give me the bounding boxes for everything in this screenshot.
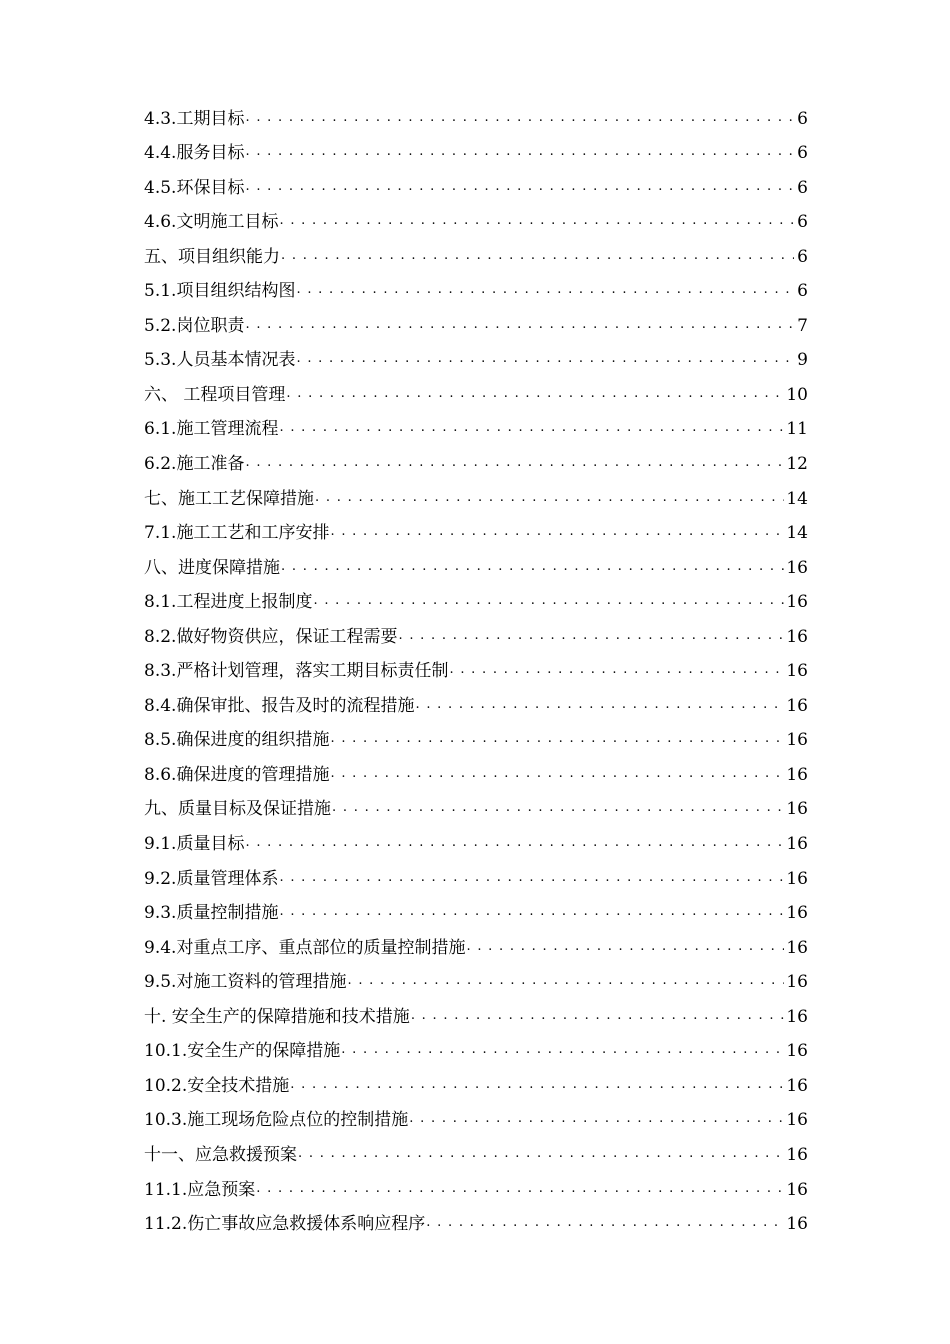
toc-dot-leader (347, 971, 784, 993)
toc-entry-page-number: 16 (786, 730, 808, 751)
toc-entry[interactable] (144, 820, 808, 855)
toc-entry[interactable] (144, 1166, 808, 1201)
toc-entry[interactable] (144, 924, 808, 959)
toc-entry-page-number: 16 (786, 695, 808, 716)
toc-dot-leader (281, 557, 784, 579)
toc-entry-title: 8.2.做好物资供应，保证工程需要 (144, 626, 398, 647)
toc-entry-title: 8.4.确保审批、报告及时的流程措施 (144, 695, 415, 716)
toc-entry-title: 10.3.施工现场危险点位的控制措施 (144, 1110, 409, 1131)
toc-dot-leader (296, 280, 794, 302)
toc-entry[interactable] (144, 475, 808, 510)
toc-entry-page-number: 16 (786, 834, 808, 855)
toc-entry-page-number: 9 (797, 350, 808, 371)
toc-entry-title: 5.2.岗位职责 (144, 315, 245, 336)
toc-entry-title: 4.4.服务目标 (144, 143, 245, 164)
toc-entry-page-number: 16 (786, 1075, 808, 1096)
toc-entry[interactable] (144, 130, 808, 165)
toc-dot-leader (411, 1006, 785, 1028)
toc-entry[interactable] (144, 95, 808, 130)
toc-entry[interactable] (144, 993, 808, 1028)
toc-dot-leader (466, 937, 784, 959)
toc-entry[interactable] (144, 1201, 808, 1236)
toc-entry[interactable] (144, 164, 808, 199)
toc-entry-page-number: 7 (797, 315, 808, 336)
toc-entry-page-number: 16 (786, 937, 808, 958)
toc-dot-leader (315, 488, 784, 510)
toc-dot-leader (330, 522, 784, 544)
toc-entry[interactable] (144, 751, 808, 786)
toc-entry-page-number: 6 (797, 212, 808, 233)
toc-entry-title: 5.1.项目组织结构图 (144, 281, 296, 302)
toc-entry-title: 七、施工工艺保障措施 (144, 488, 314, 509)
toc-entry-page-number: 16 (786, 557, 808, 578)
toc-entry-page-number: 6 (797, 177, 808, 198)
toc-entry-title: 9.4.对重点工序、重点部位的质量控制措施 (144, 937, 466, 958)
toc-dot-leader (279, 868, 784, 890)
toc-entry-title: 4.5.环保目标 (144, 177, 245, 198)
toc-entry[interactable] (144, 717, 808, 752)
toc-entry[interactable] (144, 613, 808, 648)
toc-dot-leader (279, 211, 794, 233)
toc-dot-leader (296, 349, 794, 371)
toc-entry-title: 8.6.确保进度的管理措施 (144, 764, 330, 785)
toc-entry[interactable] (144, 371, 808, 406)
toc-entry-page-number: 16 (786, 868, 808, 889)
toc-dot-leader (279, 418, 784, 440)
toc-dot-leader (290, 1075, 784, 1097)
toc-entry-title: 十. 安全生产的保障措施和技术措施 (144, 1006, 410, 1027)
toc-entry[interactable] (144, 510, 808, 545)
toc-entry[interactable] (144, 199, 808, 234)
toc-dot-leader (279, 902, 784, 924)
toc-entry-page-number: 16 (786, 592, 808, 613)
toc-entry-page-number: 6 (797, 108, 808, 129)
toc-entry[interactable] (144, 1097, 808, 1132)
toc-dot-leader (245, 108, 794, 130)
toc-entry-page-number: 16 (786, 1179, 808, 1200)
toc-entry-page-number: 16 (786, 1041, 808, 1062)
toc-entry-title: 9.5.对施工资料的管理措施 (144, 972, 347, 993)
toc-entry-title: 六、 工程项目管理 (144, 384, 286, 405)
toc-entry-title: 8.3.严格计划管理，落实工期目标责任制 (144, 661, 449, 682)
table-of-contents (144, 95, 808, 1235)
toc-entry-title: 10.2.安全技术措施 (144, 1075, 290, 1096)
toc-entry[interactable] (144, 1028, 808, 1063)
toc-entry-page-number: 6 (797, 246, 808, 267)
toc-entry-title: 九、质量目标及保证措施 (144, 799, 331, 820)
toc-entry-page-number: 6 (797, 143, 808, 164)
toc-entry-page-number: 16 (786, 1144, 808, 1165)
toc-dot-leader (313, 591, 784, 613)
toc-dot-leader (332, 798, 784, 820)
toc-entry[interactable] (144, 337, 808, 372)
toc-entry[interactable] (144, 406, 808, 441)
toc-entry-page-number: 16 (786, 1110, 808, 1131)
toc-entry-page-number: 16 (786, 1214, 808, 1235)
toc-entry-title: 9.2.质量管理体系 (144, 868, 279, 889)
toc-entry[interactable] (144, 440, 808, 475)
toc-entry-title: 4.3.工期目标 (144, 108, 245, 129)
toc-dot-leader (449, 660, 784, 682)
toc-entry-page-number: 16 (786, 972, 808, 993)
toc-entry-page-number: 6 (797, 281, 808, 302)
toc-entry-title: 9.1.质量目标 (144, 834, 245, 855)
toc-dot-leader (415, 695, 784, 717)
toc-entry-page-number: 16 (786, 764, 808, 785)
toc-entry[interactable] (144, 890, 808, 925)
toc-dot-leader (298, 1144, 784, 1166)
toc-entry-title: 十一、应急救援预案 (144, 1144, 297, 1165)
toc-entry[interactable] (144, 302, 808, 337)
toc-entry-title: 7.1.施工工艺和工序安排 (144, 523, 330, 544)
toc-entry-page-number: 12 (786, 454, 808, 475)
toc-entry-page-number: 14 (786, 523, 808, 544)
toc-entry[interactable] (144, 786, 808, 821)
toc-entry-title: 五、项目组织能力 (144, 246, 280, 267)
toc-dot-leader (245, 453, 784, 475)
toc-entry-page-number: 14 (786, 488, 808, 509)
toc-dot-leader (426, 1213, 784, 1235)
toc-entry-page-number: 16 (786, 1006, 808, 1027)
toc-entry-page-number: 10 (786, 384, 808, 405)
toc-entry[interactable] (144, 544, 808, 579)
toc-entry[interactable] (144, 233, 808, 268)
toc-entry-page-number: 16 (786, 903, 808, 924)
toc-entry[interactable] (144, 855, 808, 890)
toc-entry[interactable] (144, 648, 808, 683)
toc-dot-leader (398, 626, 784, 648)
toc-dot-leader (341, 1040, 784, 1062)
toc-entry[interactable] (144, 579, 808, 614)
toc-dot-leader (256, 1179, 784, 1201)
toc-dot-leader (281, 246, 794, 268)
toc-entry-title: 5.3.人员基本情况表 (144, 350, 296, 371)
toc-dot-leader (245, 142, 794, 164)
toc-entry-page-number: 16 (786, 626, 808, 647)
toc-dot-leader (245, 315, 794, 337)
toc-entry[interactable] (144, 1131, 808, 1166)
toc-entry-title: 6.1.施工管理流程 (144, 419, 279, 440)
toc-entry-page-number: 11 (786, 419, 808, 440)
toc-entry-title: 8.1.工程进度上报制度 (144, 592, 313, 613)
toc-entry-title: 8.5.确保进度的组织措施 (144, 730, 330, 751)
toc-dot-leader (286, 384, 784, 406)
toc-dot-leader (330, 764, 784, 786)
toc-entry[interactable] (144, 959, 808, 994)
toc-entry[interactable] (144, 1062, 808, 1097)
toc-entry[interactable] (144, 682, 808, 717)
toc-entry-title: 4.6.文明施工目标 (144, 212, 279, 233)
toc-dot-leader (330, 729, 784, 751)
toc-entry-title: 11.2.伤亡事故应急救援体系响应程序 (144, 1214, 426, 1235)
toc-entry-title: 10.1.安全生产的保障措施 (144, 1041, 341, 1062)
toc-dot-leader (409, 1109, 784, 1131)
toc-entry-page-number: 16 (786, 661, 808, 682)
toc-entry-title: 八、进度保障措施 (144, 557, 280, 578)
toc-entry-title: 11.1.应急预案 (144, 1179, 256, 1200)
toc-dot-leader (245, 833, 784, 855)
toc-entry[interactable] (144, 268, 808, 303)
toc-entry-title: 9.3.质量控制措施 (144, 903, 279, 924)
toc-entry-page-number: 16 (786, 799, 808, 820)
toc-entry-title: 6.2.施工准备 (144, 454, 245, 475)
toc-dot-leader (245, 177, 794, 199)
